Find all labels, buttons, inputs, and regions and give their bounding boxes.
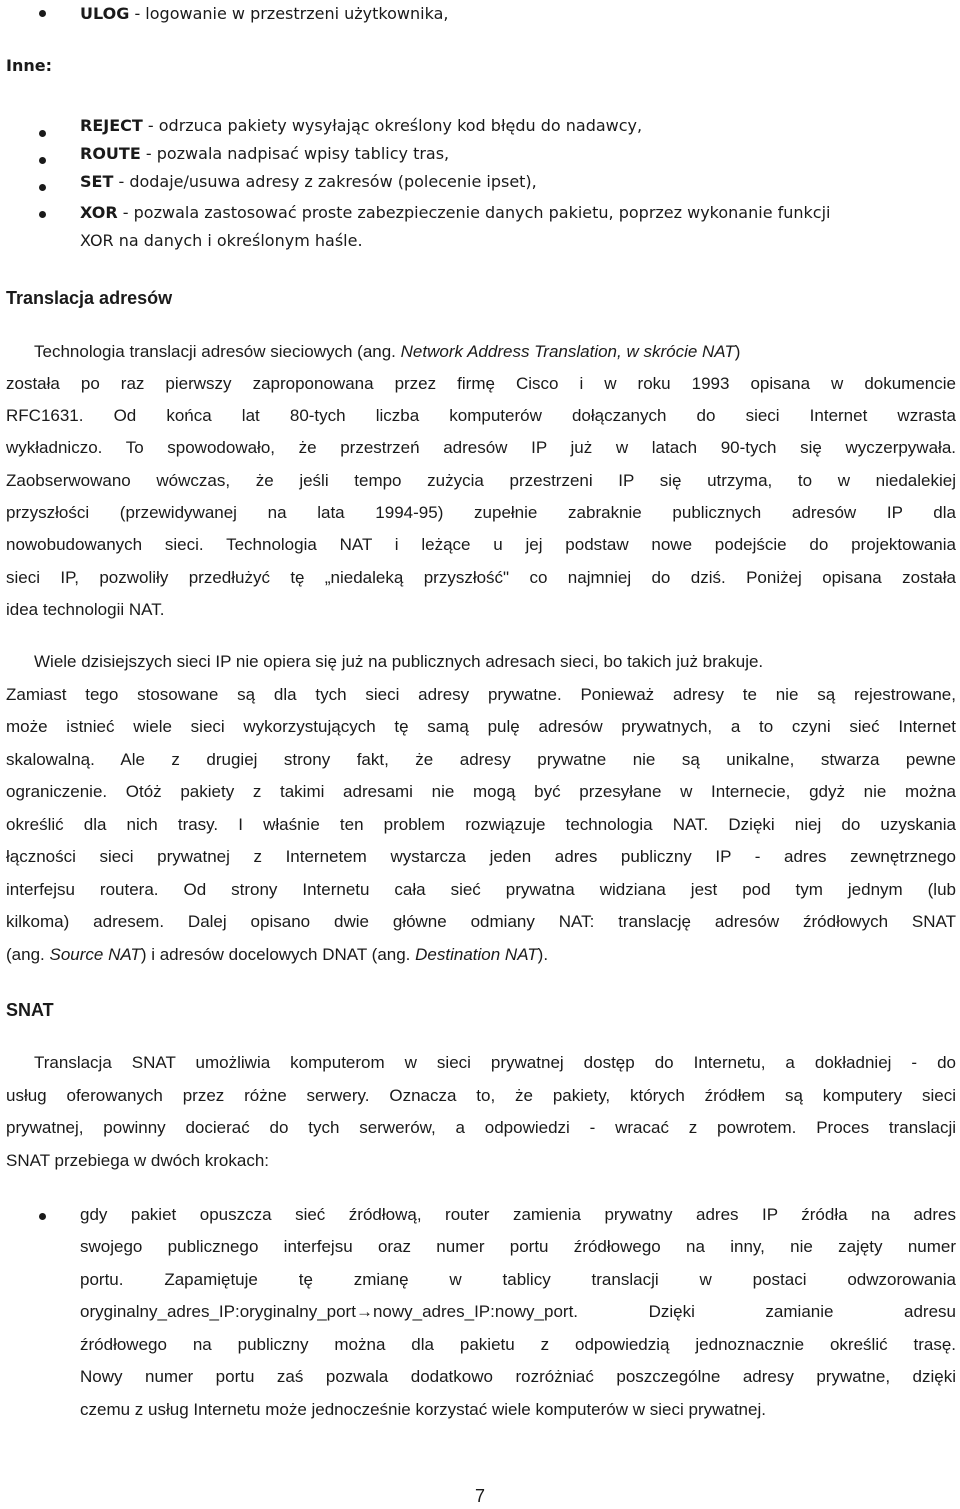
list-item-text: - pozwala nadpisać wpisy tablicy tras,: [140, 144, 450, 163]
paragraph-line: ograniczenie. Otóż pakiety z takimi adresami nie mogą być przesyłane w Internecie, gdyż nie można: [6, 782, 956, 801]
list-item-line: portu. Zapamiętuje tę zmianę w tablicy translacji w postaci odwzorowania: [80, 1270, 956, 1289]
bullet-icon: [39, 157, 46, 164]
bullet-icon: [39, 1213, 46, 1220]
list-item-text: - dodaje/usuwa adresy z zakresów (polecenie ipset),: [113, 172, 537, 191]
paragraph-line: interfejsu routera. Od strony Internetu cała sieć prywatna widziana jest pod tym jednym (lub: [6, 880, 956, 899]
paragraph-line: Zamiast tego stosowane są dla tych sieci adresy prywatne. Ponieważ adresy te nie są rejestrowane,: [6, 685, 956, 704]
section-heading-snat: SNAT: [6, 1000, 54, 1020]
paragraph-line: idea technologii NAT.: [6, 600, 165, 619]
paragraph-line: łączności sieci prywatnej z Internetem wystarcza jeden adres publiczny IP - adres zewnętrznego: [6, 847, 956, 866]
list-item-xor: [80, 201, 830, 225]
paragraph-line: Translacja SNAT umożliwia komputerom w sieci prywatnej dostęp do Internetu, a dokładniej - do: [34, 1053, 956, 1072]
italic-span: Network Address Translation, w skrócie NAT: [400, 342, 735, 361]
text-span: Technologia translacji adresów sieciowych (ang.: [34, 342, 401, 361]
list-item-term: SET: [80, 172, 114, 191]
paragraph-line: usług oferowanych przez różne serwery. Oznacza to, że pakiety, których źródłem są komputery sieci: [6, 1086, 956, 1105]
paragraph-line: Zaobserwowano wówczas, że jeśli tempo zużycia przestrzeni IP się utrzyma, to w niedalekiej: [6, 471, 956, 490]
bullet-icon: [39, 211, 46, 218]
paragraph-line: została po raz pierwszy zaproponowana przez firmę Cisco i w roku 1993 opisana w dokumencie: [6, 374, 956, 393]
text-span: (ang.: [6, 945, 50, 964]
text-span: nowy_adres_IP:nowy_port. Dzięki zamianie adresu: [372, 1302, 956, 1321]
text-span: ): [734, 342, 741, 361]
list-item-term: ROUTE: [80, 144, 141, 163]
list-item-line: swojego publicznego interfejsu oraz numer portu źródłowego na inny, nie zajęty numer: [80, 1237, 956, 1256]
list-item-text: - odrzuca pakiety wysyłając określony kod błędu do nadawcy,: [142, 116, 643, 135]
list-item-line: Nowy numer portu zaś pozwala dodatkowo rozróżniać poszczególne adresy prywatne, dzięki: [80, 1367, 956, 1386]
page-number: 7: [474, 1486, 485, 1506]
list-item-xor-cont: XOR na danych i określonym haśle.: [80, 231, 363, 250]
list-item-line: gdy pakiet opuszcza sieć źródłową, router zamienia prywatny adres IP źródła na adres: [80, 1205, 956, 1224]
arrow-right-icon: →: [355, 1302, 373, 1321]
bullet-icon: [39, 130, 46, 137]
paragraph-line: przyszłości (przewidywanej na lata 1994-95) zupełnie zabraknie publicznych adresów IP dla: [6, 503, 956, 522]
list-item-set: [80, 170, 537, 194]
list-item-text: - pozwala zastosować proste zabezpieczenie danych pakietu, poprzez wykonanie funkcji: [117, 203, 831, 222]
list-item-term: REJECT: [80, 116, 143, 135]
paragraph-line: nowobudowanych sieci. Technologia NAT i leżące u jej podstaw nowe podejście do projektowania: [6, 535, 956, 554]
list-item-line: czemu z usług Internetu może jednocześnie korzystać wiele komputerów w sieci prywatnej.: [80, 1400, 766, 1419]
list-item-line: źródłowego na publiczny można dla pakietu z odpowiedzią jednoznacznie określić trasę.: [80, 1335, 956, 1354]
paragraph-line: sieci IP, pozwoliły przedłużyć tę „niedaleką przyszłość" co najmniej do dziś. Poniżej opisana została: [6, 568, 956, 587]
list-item-reject: [80, 114, 642, 138]
paragraph-line: może istnieć wiele sieci wykorzystujących tę samą pulę adresów prywatnych, a to czyni sieć Internet: [6, 717, 956, 736]
list-item-text: - logowanie w przestrzeni użytkownika,: [129, 4, 449, 23]
paragraph-line: [34, 340, 956, 364]
paragraph-line: [6, 943, 548, 967]
inne-heading: Inne:: [6, 56, 52, 75]
italic-span: Source NAT: [49, 945, 141, 964]
section-heading-nat: Translacja adresów: [6, 288, 173, 308]
paragraph-line: kilkoma) adresem. Dalej opisano dwie główne odmiany NAT: translację adresów źródłowych SNAT: [6, 912, 956, 931]
list-item-term: ULOG: [80, 4, 130, 23]
italic-span: Destination NAT: [415, 945, 538, 964]
bullet-icon: [39, 184, 46, 191]
paragraph-line: skalowalną. Ale z drugiej strony fakt, że adresy prywatne nie są unikalne, stwarza pewne: [6, 750, 956, 769]
list-item-line: [80, 1300, 956, 1324]
paragraph-line: Wiele dzisiejszych sieci IP nie opiera się już na publicznych adresach sieci, bo takich już brakuje.: [34, 652, 764, 671]
bullet-icon: [39, 10, 46, 17]
paragraph-line: wykładniczo. To spowodowało, że przestrzeń adresów IP już w latach 90-tych się wyczerpywała.: [6, 438, 956, 457]
list-item-term: XOR: [80, 203, 118, 222]
text-span: ) i adresów docelowych DNAT (ang.: [140, 945, 416, 964]
list-item-route: [80, 142, 449, 166]
paragraph-line: RFC1631. Od końca lat 80-tych liczba komputerów dołączanych do sieci Internet wzrasta: [6, 406, 956, 425]
list-item-ulog: [80, 2, 448, 26]
paragraph-line: SNAT przebiega w dwóch krokach:: [6, 1151, 269, 1170]
paragraph-line: określić dla nich trasy. I właśnie ten problem rozwiązuje technologia NAT. Dzięki niej do uzyskania: [6, 815, 956, 834]
text-span: ).: [537, 945, 549, 964]
text-span: oryginalny_adres_IP:oryginalny_port: [80, 1302, 356, 1321]
paragraph-line: prywatnej, powinny docierać do tych serwerów, a odpowiedzi - wracać z powrotem. Proces translacji: [6, 1118, 956, 1137]
